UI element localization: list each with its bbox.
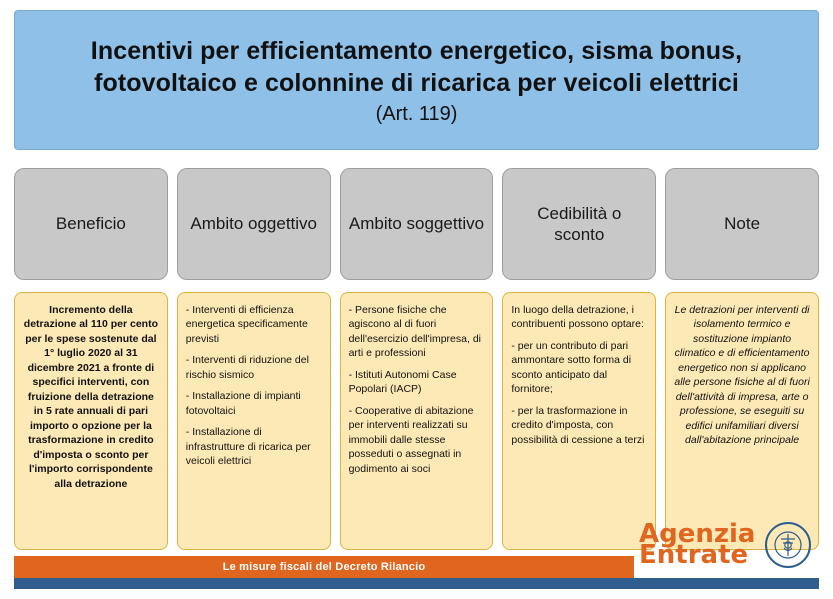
logo-line-2: Entrate: [639, 540, 749, 570]
header-box-note: Note: [665, 168, 819, 280]
content-box-note: [665, 292, 819, 550]
content-paragraph: In luogo della detrazione, i contribuenti possono optare:: [511, 304, 644, 331]
content-box-cedibilita-o-sconto: [502, 292, 656, 550]
content-paragraph: - per un contributo di pari ammontare sotto forma di sconto anticipato dal fornitore;: [511, 339, 632, 396]
footer-strip: [14, 578, 819, 589]
content-paragraph: Le detrazioni per interventi di isolamento termico e sostituzione impianto climatico e di efficientamento energetico non si applicano alle persone fisiche al di fuori dell'attività di impresa, arte o professione, se eseguiti su edifici unifamiliari diversi dall'abitazione principale: [674, 304, 810, 447]
logo-line-1: Agenzia: [639, 518, 756, 549]
content-box-ambito-soggettivo: [340, 292, 494, 550]
header-box-beneficio: Beneficio: [14, 168, 168, 280]
header-row: [14, 168, 819, 280]
content-paragraph: Incremento della detrazione al 110 per cento per le spese sostenute dal 1° luglio 2020 al 31 dicembre 2021 a fronte di specifici interventi, con fruizione della detrazione in 5 rate annuali di pari importo o opzione per la trasformazione in credito d'imposta o sconto per l'importo corrispondente alla detrazione: [23, 304, 158, 490]
header-box-ambito-soggettivo: Ambito soggettivo: [340, 168, 494, 280]
agenzia-entrate-logo: [639, 518, 815, 570]
page-subtitle: (Art. 119): [375, 102, 458, 125]
content-paragraph: - Interventi di efficienza energetica specificamente previsti: [185, 304, 308, 345]
footer-text: Le misure fiscali del Decreto Rilancio: [222, 561, 426, 573]
content-paragraph: - Istituti Autonomi Case Popolari (IACP): [348, 368, 457, 396]
content-paragraph: - per la trasformazione in credito d'imposta, con possibilità di cessione a terzi: [511, 404, 645, 446]
content-paragraph: - Interventi di riduzione del rischio sismico: [185, 354, 309, 381]
republic-emblem-icon: [765, 522, 811, 568]
title-banner: [14, 10, 819, 150]
page-title: Incentivi per efficientamento energetico, sisma bonus, fotovoltaico e colonnine di ricarica per veicoli elettrici: [90, 36, 743, 97]
logo-wordmark: [639, 518, 756, 570]
content-paragraph: - Installazione di impianti fotovoltaici: [185, 390, 301, 417]
content-box-beneficio: [14, 292, 168, 550]
content-box-ambito-oggettivo: [177, 292, 331, 550]
header-box-ambito-oggettivo: Ambito oggettivo: [177, 168, 331, 280]
content-paragraph: - Cooperative di abitazione per interventi realizzati su immobili dalle stesse posseduti o assegnati in godimento ai soci: [348, 404, 474, 475]
content-paragraph: - Installazione di infrastrutture di ricarica per veicoli elettrici: [185, 426, 311, 468]
header-box-cedibilita-o-sconto: Cedibilità o sconto: [502, 168, 656, 280]
footer-bar: [14, 556, 634, 578]
content-row: [14, 292, 819, 550]
content-paragraph: - Persone fisiche che agiscono al di fuori dell'esercizio dell'impresa, di arti e professioni: [348, 304, 481, 360]
